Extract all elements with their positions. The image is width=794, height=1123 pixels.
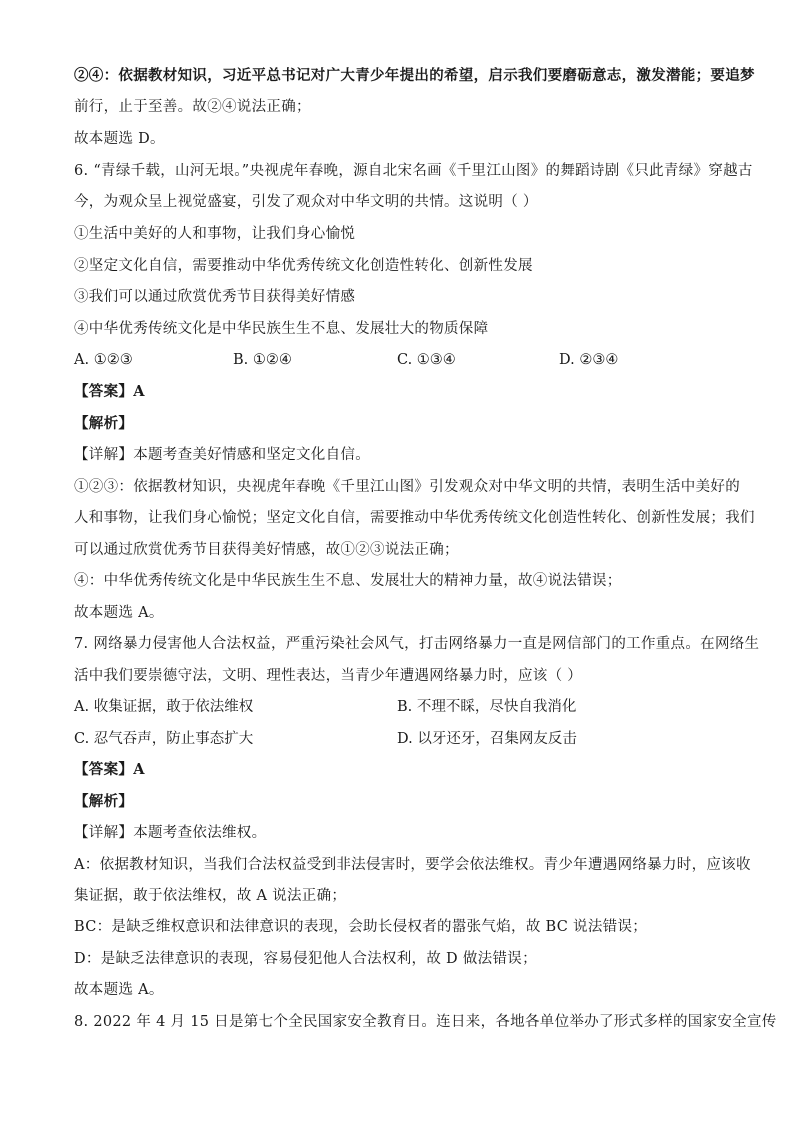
q7-option-a: A. 收集证据，敢于依法维权 [74, 699, 254, 715]
detail-line: 故本题选 A。 [74, 605, 164, 621]
q7-option-b: B. 不理不睬，尽快自我消化 [397, 699, 577, 715]
detail-line: ①②③：依据教材知识，央视虎年春晚《千里江山图》引发观众对中华文明的共情，表明生活中美好的 [74, 479, 740, 495]
detail-line: D：是缺乏法律意识的表现，容易侵犯他人合法权利，故 D 做法错误； [74, 951, 537, 967]
analysis-label: 【解析】 [74, 415, 134, 432]
statement-item: ①生活中美好的人和事物，让我们身心愉悦 [74, 226, 356, 242]
q7-option-c: C. 忍气吞声，防止事态扩大 [74, 731, 254, 747]
statement-item: ④中华优秀传统文化是中华民族生生不息、发展壮大的物质保障 [74, 321, 489, 337]
detail-line: 故本题选 A。 [74, 982, 164, 998]
q6-option-b: B. ①②④ [233, 352, 292, 368]
text-line: 前行，止于至善。故②④说法正确； [74, 99, 311, 115]
statement-item: ③我们可以通过欣赏优秀节目获得美好情感 [74, 289, 356, 305]
answer-label: 【答案】A [74, 383, 145, 400]
detail-line: ④：中华优秀传统文化是中华民族生生不息、发展壮大的精神力量，故④说法错误； [74, 573, 622, 589]
detail-line: 【详解】本题考查美好情感和坚定文化自信。 [74, 447, 370, 463]
analysis-label: 【解析】 [74, 793, 134, 810]
answer-label: 【答案】A [74, 761, 145, 778]
question-7-stem: 活中我们要崇德守法，文明、理性表达，当青少年遭遇网络暴力时，应该（ ） [74, 668, 583, 684]
question-7-stem: 7. 网络暴力侵害他人合法权益，严重污染社会风气，打击网络暴力一直是网信部门的工作重点。在网络生 [74, 636, 760, 652]
question-6-stem: 6. “青绿千载，山河无垠。”央视虎年春晚，源自北宋名画《千里江山图》的舞蹈诗剧《只此青绿》穿越古 [74, 163, 753, 179]
statement-item: ②坚定文化自信，需要推动中华优秀传统文化创造性转化、创新性发展 [74, 258, 533, 274]
detail-line: 人和事物，让我们身心愉悦；坚定文化自信，需要推动中华优秀传统文化创造性转化、创新性发展；我们 [74, 510, 755, 526]
q6-option-c: C. ①③④ [397, 352, 456, 368]
detail-line: BC：是缺乏维权意识和法律意识的表现，会助长侵权者的嚣张气焰，故 BC 说法错误； [74, 919, 648, 935]
detail-line: 集证据，敢于依法维权，故 A 说法正确； [74, 888, 347, 904]
detail-line: 可以通过欣赏优秀节目获得美好情感，故①②③说法正确； [74, 542, 459, 558]
q6-option-a: A. ①②③ [74, 352, 133, 368]
q6-option-d: D. ②③④ [559, 352, 619, 368]
text-line: 故本题选 D。 [74, 131, 165, 147]
question-8-stem: 8. 2022 年 4 月 15 日是第七个全民国家安全教育日。连日来，各地各单位举办了形式多样的国家安全宣传 [74, 1014, 777, 1030]
detail-line: A：依据教材知识，当我们合法权益受到非法侵害时，要学会依法维权。青少年遭遇网络暴力时，应该收 [74, 857, 751, 873]
detail-line: 【详解】本题考查依法维权。 [74, 825, 267, 841]
q7-option-d: D. 以牙还牙，召集网友反击 [397, 731, 577, 747]
text-line: ②④：依据教材知识，习近平总书记对广大青少年提出的希望，启示我们要磨砺意志，激发潜能；要追梦 [74, 67, 755, 84]
question-6-stem: 今，为观众呈上视觉盛宴，引发了观众对中华文明的共情。这说明（ ） [74, 194, 538, 210]
